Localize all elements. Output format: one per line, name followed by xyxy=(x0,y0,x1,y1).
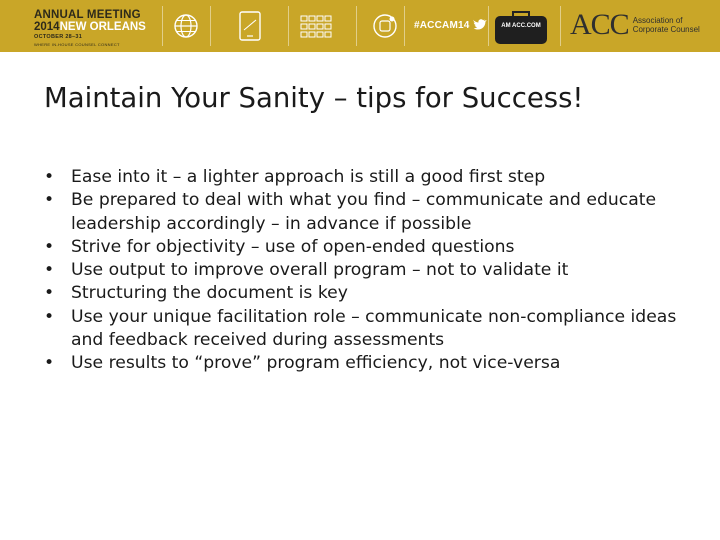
brand-dates: OCTOBER 28–31 xyxy=(34,34,83,40)
banner-divider xyxy=(560,6,561,46)
bullet-item: • Structuring the document is key xyxy=(44,282,704,305)
briefcase-icon xyxy=(493,10,549,50)
banner-divider xyxy=(162,6,163,46)
banner-divider xyxy=(288,6,289,46)
bullet-list xyxy=(44,166,704,376)
hashtag: #ACCAM14 xyxy=(414,19,487,31)
device-icon xyxy=(370,8,400,44)
calendar-grid-icon xyxy=(298,8,340,44)
briefcase-label: AM ACC.COM xyxy=(501,23,541,29)
globe-icon xyxy=(168,8,204,44)
brand-line-2: 2014NEW ORLEANS xyxy=(34,21,146,33)
acc-name: Association of Corporate Counsel xyxy=(632,16,700,34)
banner-divider xyxy=(404,6,405,46)
tablet-icon xyxy=(232,8,268,44)
header-banner xyxy=(0,0,720,52)
twitter-bird-icon xyxy=(473,19,487,31)
banner-divider xyxy=(356,6,357,46)
brand-line-1: ANNUAL MEETING xyxy=(34,9,141,21)
banner-divider xyxy=(210,6,211,46)
bullet-item: • Use results to “prove” program efficiency, not vice-versa xyxy=(44,352,704,375)
acc-logo xyxy=(570,10,700,40)
bullet-item: • Use output to improve overall program – not to validate it xyxy=(44,259,704,282)
bullet-item: • Use your unique facilitation role – communicate non-compliance ideas and feedback received during assessments xyxy=(44,306,704,353)
annual-meeting-logo xyxy=(34,9,146,47)
slide-title: Maintain Your Sanity – tips for Success! xyxy=(44,82,584,114)
bullet-item: • Be prepared to deal with what you find – communicate and educate leadership accordingly – in advance if possible xyxy=(44,189,704,236)
brand-tagline: WHERE IN-HOUSE COUNSEL CONNECT xyxy=(34,42,120,47)
bullet-item: • Strive for objectivity – use of open-ended questions xyxy=(44,236,704,259)
bullet-item: • Ease into it – a lighter approach is still a good first step xyxy=(44,166,704,189)
banner-divider xyxy=(488,6,489,46)
acc-mark: ACC xyxy=(570,8,629,41)
